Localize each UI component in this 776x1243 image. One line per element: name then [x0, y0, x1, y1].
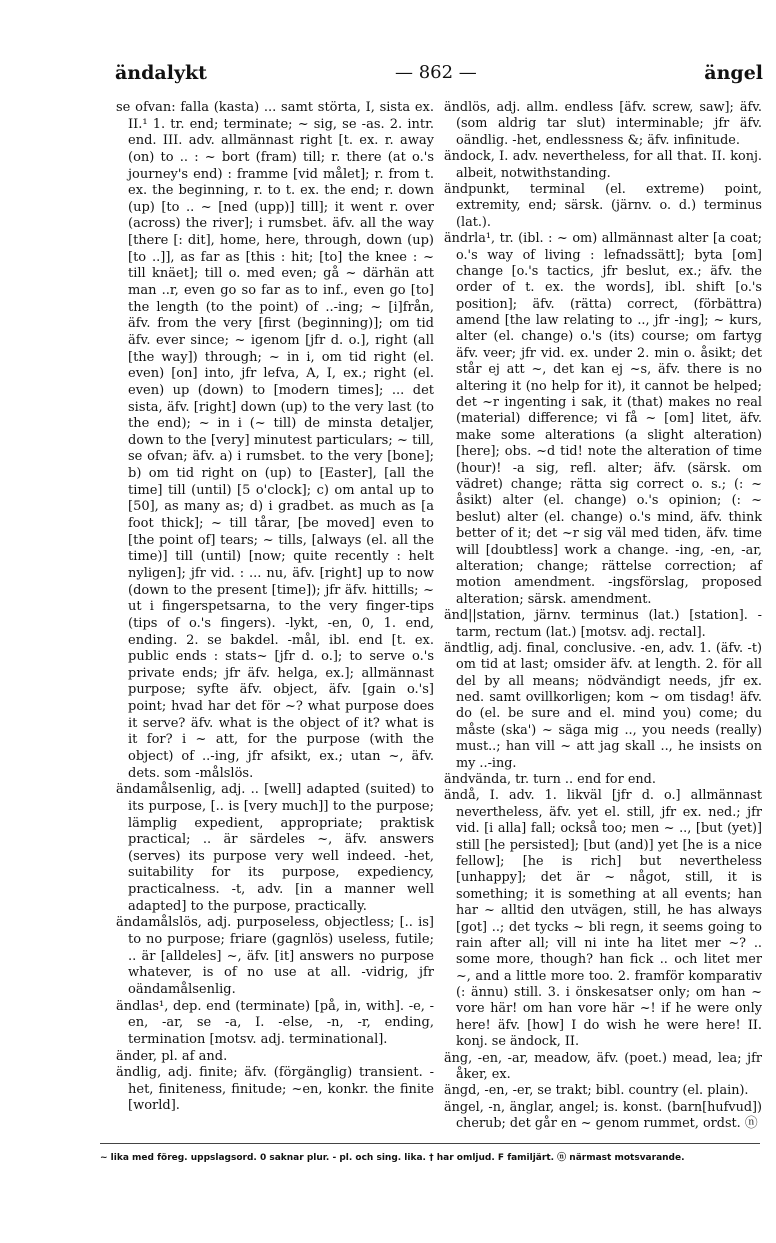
entry-andamalsenlig: ändamålsenlig, adj. .. [well] adapted (suited) to its purpose, [.. is [very much]] to the purpose; lämplig expedient, appropriate; praktisk practical; .. är särdeles ~, äfv. answers (serves) its purpose very well indeed. -het, suitability for its purpose, expediency, practicalness. -t, adv. [in a manner well adapted] to the purpose, practically. — [116, 782, 434, 914]
header-left-keyword: ändalykt — [115, 62, 207, 84]
entry-andpunkt: ändpunkt, terminal (el. extreme) point, extremity, end; särsk. (järnv. o. d.) terminus (lat.). — [444, 181, 762, 230]
entry-ang: äng, -en, -ar, meadow, äfv. (poet.) mead, lea; jfr åker, ex. — [444, 1050, 762, 1083]
entry-andlos: ändlös, adj. allm. endless [äfv. screw, saw]; äfv. (som aldrig tar slut) interminable; jfr äfv. oändlig. -het, endlessness &; äfv. infinitude. — [444, 100, 762, 148]
entry-andra: ändrla¹, tr. (ibl. : ~ om) allmännast alter [a coat; o.'s way of living : lefnadssätt]; byta [om] change [o.'s tactics, jfr beslut, ex.; äfv. the order of t. ex. the words], ibl. shift [o.'s position]; äfv. (rätta) correct, (förbättra) amend [the law relating to .., jfr -ing]; ~ kurs, alter (el. change) o.'s (its) course; om fartyg äfv. veer; jfr vid. ex. under 2. min o. åsikt; det står ej att ~, det kan ej ~s, äfv. there is no altering it (no help for it), it cannot be helped; det ~r ingenting i sak, it (that) makes no real (material) difference; vi få ~ [om] litet, äfv. make some alterations (a slight alteration) [here]; obs. ~d tid! note the alteration of time (hour)! -a sig, refl. alter; äfv. (särsk. om vädret) change; rätta sig correct o. s.; (: ~ åsikt) alter (el. change) o.'s opinion; (: ~ beslut) alter (el. change) o.'s mind, äfv. think better of it; det ~r sig väl med tiden, äfv. time will [doubtless] work a change. -ing, -en, -ar, alteration; change; rättelse correction; af motion amendment. -ingsförslag, proposed alteration; särsk. amendment. — [444, 231, 762, 607]
right-column — [444, 100, 762, 1133]
entry-anda: ändå, I. adv. 1. likväl [jfr d. o.] allmännast nevertheless, äfv. yet el. still, jfr ex. ned.; jfr vid. [i alla] fall; också too; men ~ .., [but (yet)] still [he persisted]; [but (and)] yet [he is a nice fellow]; [he is rich] but nevertheless [unhappy]; det är ~ något, still, it is something; it is something at all events; han har ~ alltid den utvägen, still, he has always [got] ..; det tycks ~ bli regn, it seems going to rain after all; vill ni inte ha litet mer ~? .. some more, though? han fick .. och litet mer ~, and a little more too. 2. framför komparativ (: ännu) still. 3. i önskesatser only; om han ~ vore här! om han vore här ~! if he were only here! äfv. [how] I do wish he were here! II. konj. se ändock, II. — [444, 788, 762, 1050]
entry-ander: änder, pl. af and. — [116, 1048, 228, 1064]
entry-andvanda: ändvända, tr. turn .. end for end. — [444, 772, 656, 788]
entry-andstation: änd||station, järnv. terminus (lat.) [station]. -tarm, rectum (lat.) [motsv. adj. rectal]. — [444, 608, 762, 640]
entry-angd: ängd, -en, -er, se trakt; bibl. country (el. plain). — [444, 1083, 749, 1099]
entry-andlas: ändlas¹, dep. end (terminate) [på, in, with]. -e, -en, -ar, se -a, I. -else, -n, -r, ending, termination [motsv. adj. terminational]. — [116, 998, 434, 1047]
entry-andlig: ändlig, adj. finite; äfv. (förgänglig) transient. -het, finiteness, finitude; ~en, konkr. the finite [world]. — [116, 1065, 434, 1114]
entry-andtlig: ändtlig, adj. final, conclusive. -en, adv. 1. (äfv. -t) om tid at last; omsider äfv. at length. 2. för all del by all means; nödvändigt needs, jfr ex. ned. samt ovillkorligen; kom ~ om tisdag! äfv. do (el. be sure and el. mind you) come; du måste (ska') ~ säga mig .., you needs (really) must..; han vill ~ att jag skall .., he insists on my ..-ing. — [444, 640, 762, 771]
entry-andamalslos: ändamålslös, adj. purposeless, objectless; [.. is] to no purpose; friare (gagnlös) useless, futile; .. är [alldeles] ~, äfv. [it] answers no purpose whatever, is of no use at all. -vidrig, jfr oändamålsenlig. — [116, 915, 434, 997]
left-column — [116, 100, 434, 1115]
page-header — [115, 62, 763, 92]
entry-andock: ändock, I. adv. nevertheless, for all that. II. konj. albeit, notwithstanding. — [444, 149, 762, 181]
footer-legend: ~ lika med föreg. uppslagsord. 0 saknar plur. - pl. och sing. lika. † har omljud. F familjärt. ⓝ närmast motsvarande. — [100, 1143, 760, 1163]
entry-angel: ängel, -n, änglar, angel; is. konst. (barn[hufvud]) cherub; det går en ~ genom rummet, ordst. ⓝ — [444, 1099, 762, 1132]
header-right-keyword: ängel — [704, 62, 763, 84]
entry-andalykt: se ofvan: falla (kasta) ... samt störta, I, sista ex. II.¹ 1. tr. end; terminate; ~ sig, se -as. 2. intr. end. III. adv. allmännast right [t. ex. r. away (on) to .. : ~ bort (fram) till; r. there (at o.'s journey's end) : framme [vid målet]; r. from t. ex. the beginning, r. to t. ex. the end; r. down (up) [to .. ~ [ned (upp)] till]; it went r. over (across) the river]; i rumsbet. äfv. all the way [there [: dit], home, here, through, down (up) [to ..]], as far as [this : hit; [to] the knee : ~ till knäet]; till o. med even; gå ~ därhän att man ..r, even go so far as to inf., even go [to] the length (to the point) of ..-ing; ~ [i]från, äfv. from the very [first (beginning)]; om tid äfv. ever since; ~ igenom [jfr d. o.], right (all [the way]) through; ~ in i, om tid right (el. even) [on] into, jfr lefva, A, I, ex.; right (el. even) up (down) to [modern times]; ... det sista, äfv. [right] down (up) to the very last (to the end); ~ in i (~ till) de minsta detaljer, down to the [very] minutest particulars; ~ till, se ofvan; äfv. a) i rumsbet. to the very [bone]; b) om tid right on (up) to [Easter], [all the time] till (until) [5 o'clock]; c) om antal up to [50], as many as; d) i gradbet. as much as [a foot thick]; ~ till tårar, [be moved] even to [the point of] tears; ~ tills, [always (el. all the time)] till (until) [now; quite recently : helt nyligen]; jfr vid. : ... nu, äfv. [right] up to now (down to the present [time]); jfr äfv. hittills; ~ ut i fingerspetsarna, to the very finger-tips (tips of o.'s fingers). -lykt, -en, 0, 1. end, ending. 2. se bakdel. -mål, ibl. end [t. ex. public ends : stats~ [jfr d. o.]; to serve o.'s private ends; jfr äfv. helga, ex.]; allmännast purpose; syfte äfv. object, äfv. [gain o.'s] point; hvad har det för ~? what purpose does it serve? äfv. what is the object of it? what is it for? i ~ att, for the purpose (with the object) of ..-ing, jfr afsikt, ex.; utan ~, äfv. dets. som -målslös. — [116, 100, 434, 781]
page-number: — 862 — — [395, 62, 477, 83]
